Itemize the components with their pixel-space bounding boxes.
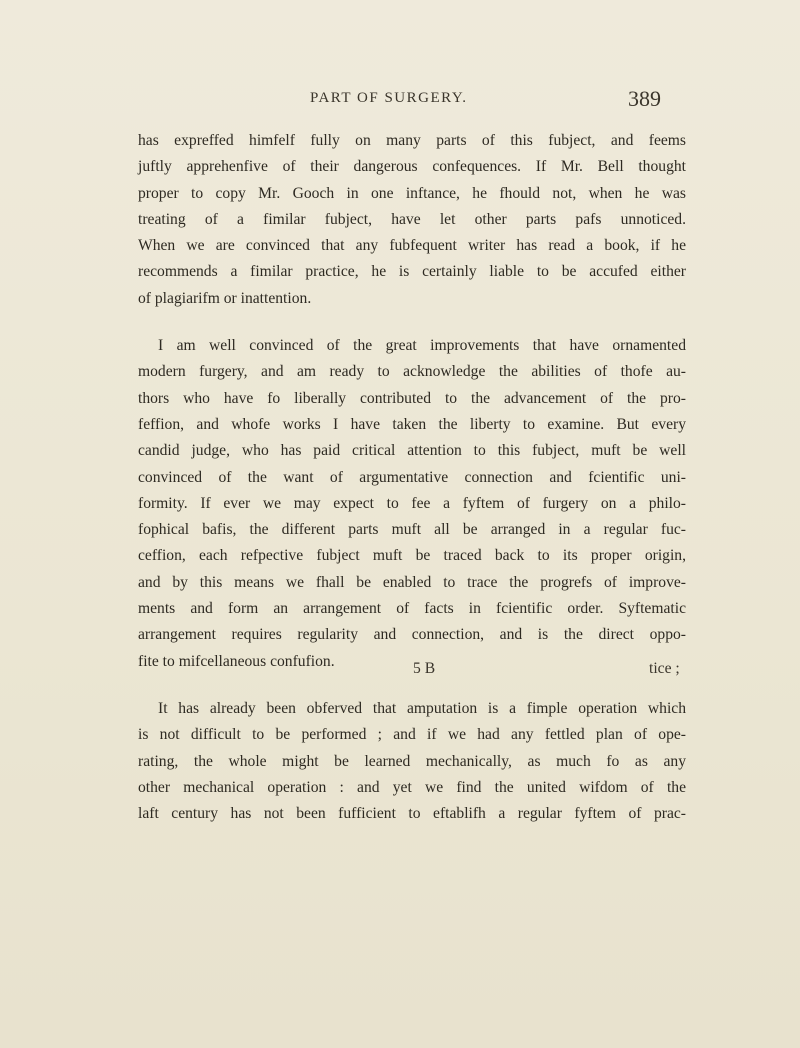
text-line: fite to mifcellaneous confufion.: [138, 652, 335, 670]
text-line: candid judge, who has paid critical attention to this fubject, muft be well: [138, 442, 686, 460]
text-line: laft century has not been fufficient to eftablifh a regular fyftem of prac-: [138, 805, 686, 823]
text-line: proper to copy Mr. Gooch in one inftance, he fhould not, when he was: [138, 184, 686, 202]
text-line: ceffion, each refpective fubject muft be traced back to its proper origin,: [138, 547, 686, 565]
text-line: has expreffed himfelf fully on many parts of this fubject, and feems: [138, 132, 686, 149]
page-footer: [0, 660, 800, 686]
text-line: juftly apprehenfive of their dangerous confequences. If Mr. Bell thought: [138, 158, 686, 176]
text-line: thors who have fo liberally contributed to the advancement of the pro-: [138, 389, 686, 407]
text-line: ments and form an arrangement of facts in fcientific order. Syftematic: [138, 600, 686, 618]
paragraph-3: [138, 696, 686, 827]
catchword: tice ;: [649, 660, 680, 677]
text-line: fophical bafis, the different parts muft all be arranged in a regular fuc-: [138, 521, 686, 539]
body-text: [138, 128, 686, 827]
text-line: rating, the whole might be learned mechanically, as much fo as any: [138, 752, 686, 770]
text-line: formity. If ever we may expect to fee a fyftem of furgery on a philo-: [138, 494, 686, 512]
text-line: is not difficult to be performed ; and if we had any fettled plan of ope-: [138, 726, 686, 744]
text-line: treating of a fimilar fubject, have let other parts pafs unnoticed.: [138, 210, 686, 228]
text-line: and by this means we fhall be enabled to trace the progrefs of improve-: [138, 573, 686, 591]
text-line: other mechanical operation : and yet we find the united wifdom of the: [138, 778, 686, 796]
text-line: When we are convinced that any fubfequent writer has read a book, if he: [138, 237, 686, 255]
running-head: PART OF SURGERY.: [310, 90, 468, 106]
paragraph-1: [138, 128, 686, 312]
text-line: It has already been obferved that amputation is a fimple operation which: [158, 699, 686, 717]
page-header: [0, 86, 800, 116]
signature-mark: 5 B: [413, 660, 436, 677]
text-line: recommends a fimilar practice, he is certainly liable to be accufed either: [138, 263, 686, 281]
text-line: convinced of the want of argumentative connection and fcientific uni-: [138, 468, 686, 486]
page-number: 389: [628, 86, 661, 111]
text-line: modern furgery, and am ready to acknowledge the abilities of thofe au-: [138, 363, 686, 381]
text-line: I am well convinced of the great improvements that have ornamented: [158, 337, 686, 355]
text-line: feffion, and whofe works I have taken the liberty to examine. But every: [138, 415, 686, 433]
text-line: arrangement requires regularity and connection, and is the direct oppo-: [138, 626, 686, 644]
text-line: of plagiarifm or inattention.: [138, 289, 312, 307]
paragraph-2: [138, 333, 686, 675]
